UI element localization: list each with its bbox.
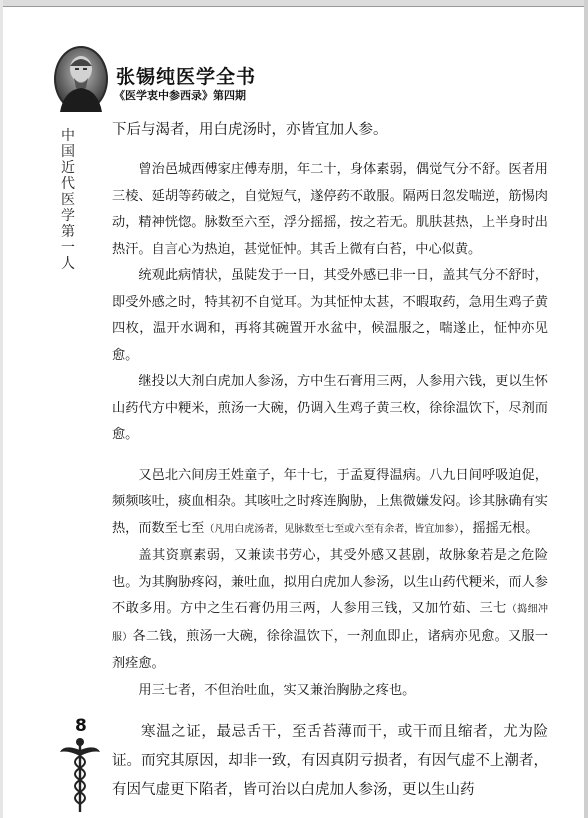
paragraph-text: 又邑北六间房王姓童子，年十七，于孟夏得温病。八九日间呼吸迫促，频频咳吐，痰血相杂。其咳吐之时疼连胸胁，上焦微嫌发闷。诊其脉确有实热，而数至七至 <box>112 467 548 536</box>
body-text <box>112 116 548 805</box>
left-frame-edge <box>0 0 3 818</box>
book-title: 张锡纯医学全书 <box>116 66 257 88</box>
right-frame-edge <box>584 0 588 818</box>
book-subtitle: 《医学衷中参西录》第四期 <box>114 89 246 102</box>
paragraph-text: ，摇摇无根。 <box>459 520 539 536</box>
paragraph: 下后与渴者，用白虎汤时，亦皆宜加人参。 <box>112 122 388 138</box>
case-paragraph: 曾治邑城西傅家庄傅寿朋，年二十，身体素弱，偶觉气分不舒。医者用三棱、延胡等药破之，自觉短气，遂停药不敢服。隔两日忽发喘逆，筋惕肉动，精神恍惚。脉数至六至，浮分摇摇，按之若无。肌肤甚热，上半身时出热汗。自言心为热迫，甚觉怔忡。其舌上微有白苔，中心似黄。 <box>112 162 548 257</box>
page-number: 8 <box>75 716 87 736</box>
inline-note: （捣细冲服） <box>112 604 549 643</box>
case-paragraph: 统观此病情状，虽陡发于一日，其受外感已非一日，盖其气分不舒时，即受外感之时，特其初不自觉耳。为其怔忡太甚，不暇取药，急用生鸡子黄四枚，温开水调和，再将其碗置开水盆中，候温服之，喘遂止，怔忡亦见愈。 <box>112 268 548 363</box>
case-paragraph: 继投以大剂白虎加人参汤，方中生石膏用三两，人参用六钱，更以生怀山药代方中粳米，煎汤一大碗，仍调入生鸡子黄三枚，徐徐温饮下，尽剂而愈。 <box>112 374 548 442</box>
caduceus-icon <box>58 736 102 814</box>
paragraph-text: 盖其资禀素弱，又兼读书劳心，其受外感又甚剧，故脉象若是之危险也。为其胸胁疼闷，兼吐血，拟用白虎加人参汤，以生山药代粳米，而人参不敢多用。方中之生石膏仍用三两，人参用三钱，又加竹茹、三七 <box>112 548 548 616</box>
side-caption: 中国近代医学第一人 <box>61 128 75 272</box>
case-paragraph: 用三七者，不但治吐血，实又兼治胸胁之疼也。 <box>138 682 416 698</box>
author-portrait-icon <box>52 44 110 114</box>
case-paragraph <box>112 463 548 544</box>
paragraph-text: 各二钱，煎汤一大碗，徐徐温饮下，一剂血即止，诸病亦见愈。又服一剂痊愈。 <box>112 628 549 671</box>
top-frame-edge <box>0 0 588 7</box>
case-paragraph <box>112 543 548 678</box>
inline-note: （凡用白虎汤者，见脉数至七至或六至有余者，皆宜加参） <box>204 523 460 535</box>
paragraph: 寒温之证，最忌舌干，至舌苔薄而干，或干而且缩者，尤为险证。而究其原因，却非一致，有因真阴亏损者，有因气虚不上潮者，有因气虚更下陷者，皆可治以白虎加人参汤，更以生山药 <box>112 724 548 798</box>
